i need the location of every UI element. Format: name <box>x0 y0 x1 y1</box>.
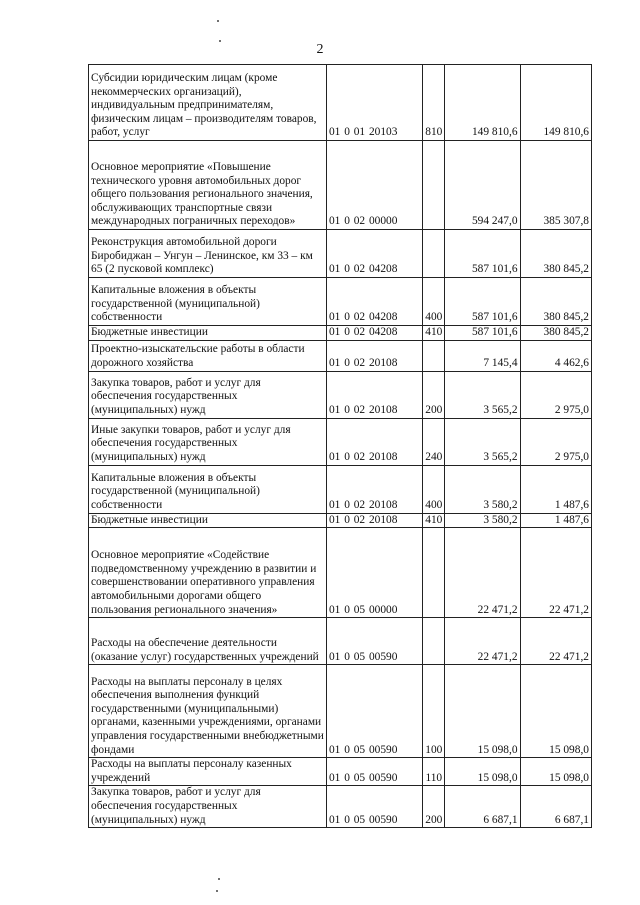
table-row <box>89 340 592 371</box>
table-row <box>89 65 592 141</box>
row-year1-amount-cell: 587 101,6 <box>445 230 520 278</box>
row-expense-type-cell: 240 <box>423 418 445 465</box>
row-year1-amount-cell: 15 098,0 <box>445 758 520 786</box>
table-row <box>89 278 592 326</box>
row-year1-amount-cell: 15 098,0 <box>445 665 520 758</box>
row-year2-amount-cell: 380 845,2 <box>520 278 591 326</box>
table-row <box>89 758 592 786</box>
row-code-cell: 01 0 02 04208 <box>326 278 422 326</box>
row-year2-amount-cell: 1 487,6 <box>520 465 591 513</box>
row-expense-type-cell: 200 <box>423 371 445 418</box>
row-name-cell: Расходы на выплаты персоналу в целях обеспечения выполнения функций государственными (муниципальными) органами, казенными учреждениями, органами управления государственными внебюджетными фондами <box>89 665 327 758</box>
row-year1-amount-cell: 3 580,2 <box>445 465 520 513</box>
row-name-cell: Реконструкция автомобильной дороги Биробиджан – Унгун – Ленинское, км 33 – км 65 (2 пусковой комплекс) <box>89 230 327 278</box>
table-row <box>89 665 592 758</box>
row-year1-amount-cell: 594 247,0 <box>445 141 520 230</box>
row-expense-type-cell <box>423 141 445 230</box>
row-year2-amount-cell: 1 487,6 <box>520 513 591 528</box>
row-code-cell: 01 0 02 20108 <box>326 418 422 465</box>
row-expense-type-cell <box>423 618 445 665</box>
scan-speck <box>217 20 219 22</box>
scan-speck <box>216 890 218 892</box>
row-code-cell: 01 0 05 00590 <box>326 758 422 786</box>
row-expense-type-cell: 200 <box>423 786 445 828</box>
table-row <box>89 618 592 665</box>
row-code-cell: 01 0 01 20103 <box>326 65 422 141</box>
table-row <box>89 418 592 465</box>
row-code-cell: 01 0 05 00590 <box>326 665 422 758</box>
row-expense-type-cell: 400 <box>423 278 445 326</box>
row-expense-type-cell <box>423 340 445 371</box>
row-year1-amount-cell: 6 687,1 <box>445 786 520 828</box>
row-name-cell: Капитальные вложения в объекты государственной (муниципальной) собственности <box>89 278 327 326</box>
row-expense-type-cell: 400 <box>423 465 445 513</box>
row-year1-amount-cell: 7 145,4 <box>445 340 520 371</box>
row-code-cell: 01 0 02 00000 <box>326 141 422 230</box>
row-expense-type-cell: 100 <box>423 665 445 758</box>
row-name-cell: Капитальные вложения в объекты государственной (муниципальной) собственности <box>89 465 327 513</box>
row-code-cell: 01 0 05 00590 <box>326 786 422 828</box>
row-code-cell: 01 0 02 04208 <box>326 326 422 341</box>
page-number: 2 <box>316 42 324 57</box>
row-year1-amount-cell: 587 101,6 <box>445 278 520 326</box>
row-expense-type-cell: 810 <box>423 65 445 141</box>
table-row <box>89 230 592 278</box>
row-name-cell: Закупка товаров, работ и услуг для обеспечения государственных (муниципальных) нужд <box>89 371 327 418</box>
row-name-cell: Закупка товаров, работ и услуг для обеспечения государственных (муниципальных) нужд <box>89 786 327 828</box>
row-year1-amount-cell: 149 810,6 <box>445 65 520 141</box>
row-name-cell: Расходы на выплаты персоналу казенных учреждений <box>89 758 327 786</box>
table-row <box>89 465 592 513</box>
row-expense-type-cell: 410 <box>423 513 445 528</box>
row-name-cell: Расходы на обеспечение деятельности (оказание услуг) государственных учреждений <box>89 618 327 665</box>
row-year2-amount-cell: 380 845,2 <box>520 230 591 278</box>
row-name-cell: Проектно-изыскательские работы в области дорожного хозяйства <box>89 340 327 371</box>
row-year2-amount-cell: 15 098,0 <box>520 758 591 786</box>
row-name-cell: Основное мероприятие «Повышение технического уровня автомобильных дорог общего пользования регионального значения, обслуживающих транспортные связи международных пограничных переходов» <box>89 141 327 230</box>
row-code-cell: 01 0 02 20108 <box>326 513 422 528</box>
row-year1-amount-cell: 3 565,2 <box>445 418 520 465</box>
row-name-cell: Субсидии юридическим лицам (кроме некоммерческих организаций), индивидуальным предпринимателям, физическим лицам – производителям товаров, работ, услуг <box>89 65 327 141</box>
row-year2-amount-cell: 22 471,2 <box>520 528 591 618</box>
row-year2-amount-cell: 2 975,0 <box>520 371 591 418</box>
row-expense-type-cell <box>423 528 445 618</box>
row-year2-amount-cell: 2 975,0 <box>520 418 591 465</box>
row-year2-amount-cell: 22 471,2 <box>520 618 591 665</box>
row-code-cell: 01 0 02 20108 <box>326 465 422 513</box>
table-row <box>89 371 592 418</box>
row-year2-amount-cell: 149 810,6 <box>520 65 591 141</box>
row-code-cell: 01 0 02 20108 <box>326 371 422 418</box>
row-year1-amount-cell: 22 471,2 <box>445 528 520 618</box>
table-row <box>89 326 592 341</box>
row-year2-amount-cell: 15 098,0 <box>520 665 591 758</box>
row-name-cell: Бюджетные инвестиции <box>89 513 327 528</box>
table-row <box>89 528 592 618</box>
table-row <box>89 786 592 828</box>
budget-table <box>88 64 592 828</box>
row-year1-amount-cell: 3 565,2 <box>445 371 520 418</box>
row-year1-amount-cell: 587 101,6 <box>445 326 520 341</box>
table-row <box>89 513 592 528</box>
scan-speck <box>218 878 220 880</box>
row-code-cell: 01 0 02 04208 <box>326 230 422 278</box>
row-expense-type-cell <box>423 230 445 278</box>
table-row <box>89 141 592 230</box>
row-year2-amount-cell: 4 462,6 <box>520 340 591 371</box>
row-expense-type-cell: 410 <box>423 326 445 341</box>
row-year2-amount-cell: 385 307,8 <box>520 141 591 230</box>
row-expense-type-cell: 110 <box>423 758 445 786</box>
row-year2-amount-cell: 6 687,1 <box>520 786 591 828</box>
row-year2-amount-cell: 380 845,2 <box>520 326 591 341</box>
row-year1-amount-cell: 22 471,2 <box>445 618 520 665</box>
budget-table-body <box>89 65 592 828</box>
row-code-cell: 01 0 02 20108 <box>326 340 422 371</box>
row-code-cell: 01 0 05 00000 <box>326 528 422 618</box>
row-code-cell: 01 0 05 00590 <box>326 618 422 665</box>
row-name-cell: Основное мероприятие «Содействие подведомственному учреждению в развитии и совершенствовании оперативного управления автомобильными дорогами общего пользования регионального значения» <box>89 528 327 618</box>
row-year1-amount-cell: 3 580,2 <box>445 513 520 528</box>
row-name-cell: Бюджетные инвестиции <box>89 326 327 341</box>
row-name-cell: Иные закупки товаров, работ и услуг для обеспечения государственных (муниципальных) нужд <box>89 418 327 465</box>
